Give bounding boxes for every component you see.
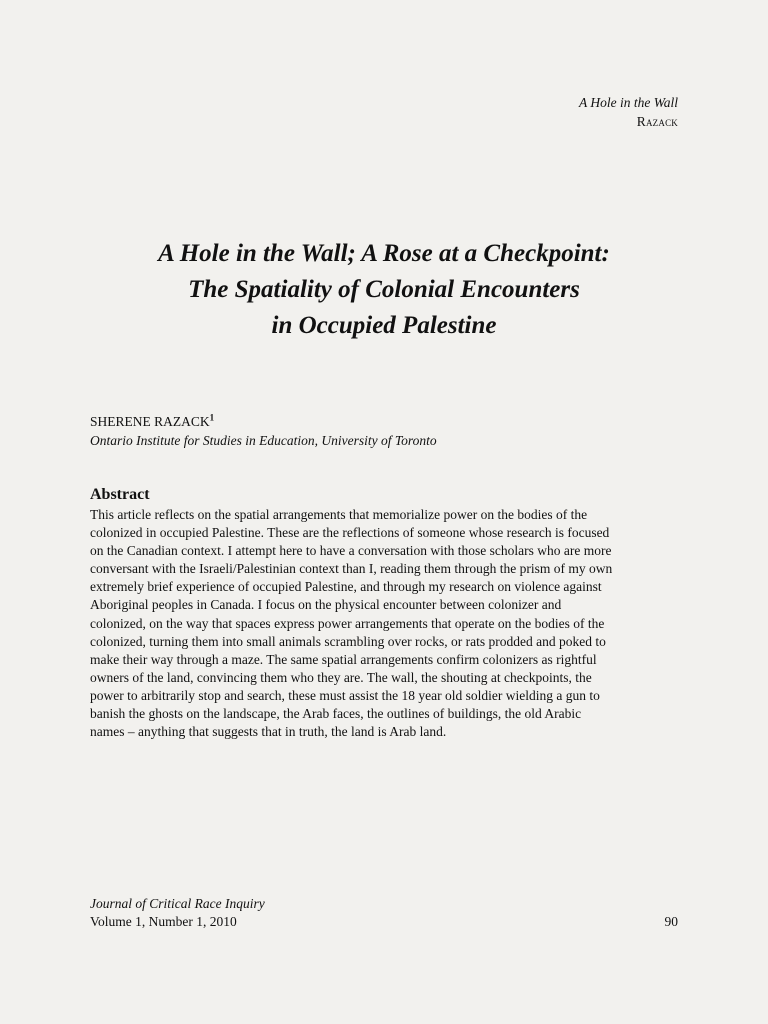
author-name (90, 412, 437, 431)
abstract-line: names – anything that suggests that in truth, the land is Arab land. (90, 724, 447, 740)
journal-volume: Volume 1, Number 1, 2010 (90, 914, 237, 929)
article-title (0, 236, 768, 344)
author-name-text: SHERENE RAZACK (90, 414, 210, 429)
running-head-title: A Hole in the Wall (579, 95, 678, 110)
abstract-body (90, 506, 690, 741)
abstract-line: extremely brief experience of occupied Palestine, and through my research on violence against (90, 579, 602, 595)
journal-name: Journal of Critical Race Inquiry (90, 896, 265, 911)
abstract-line: colonized in occupied Palestine. These are the reflections of someone whose research is focused (90, 525, 610, 541)
abstract-line: banish the ghosts on the landscape, the Arab faces, the outlines of buildings, the old Arabic (90, 706, 582, 722)
abstract-line: on the Canadian context. I attempt here to have a conversation with those scholars who are more (90, 543, 612, 559)
abstract-line: Aboriginal peoples in Canada. I focus on the physical encounter between colonizer and (90, 597, 562, 613)
page-footer (90, 895, 265, 931)
article-title-line: The Spatiality of Colonial Encounters (188, 276, 580, 303)
article-title-line: in Occupied Palestine (271, 312, 497, 339)
abstract-line: colonized, on the way that spaces express power arrangements that operate on the bodies of the (90, 615, 605, 631)
author-block (90, 412, 437, 450)
abstract-line: power to arbitrarily stop and search, these must assist the 18 year old soldier wielding a gun to (90, 687, 600, 703)
abstract-line: This article reflects on the spatial arrangements that memorialize power on the bodies of the (90, 507, 588, 522)
article-title-line: A Hole in the Wall; A Rose at a Checkpoint: (158, 240, 610, 267)
abstract-line: make their way through a maze. The same spatial arrangements confirm colonizers as rightful (90, 651, 597, 667)
abstract-line: conversant with the Israeli/Palestinian context than I, reading them through the prism of my own (90, 561, 613, 577)
abstract-section (90, 484, 690, 741)
abstract-line: owners of the land, convincing them who they are. The wall, the shouting at checkpoints, the (90, 669, 592, 685)
page-number: 90 (664, 914, 678, 929)
abstract-heading: Abstract (90, 486, 150, 503)
author-affiliation: Ontario Institute for Studies in Education, University of Toronto (90, 433, 437, 448)
running-head-author: Razack (636, 114, 678, 129)
author-footnote-marker[interactable]: 1 (209, 412, 215, 423)
abstract-line: colonized, turning them into small animals scrambling over rocks, or rats prodded and poked to (90, 633, 606, 649)
running-head (579, 93, 678, 131)
